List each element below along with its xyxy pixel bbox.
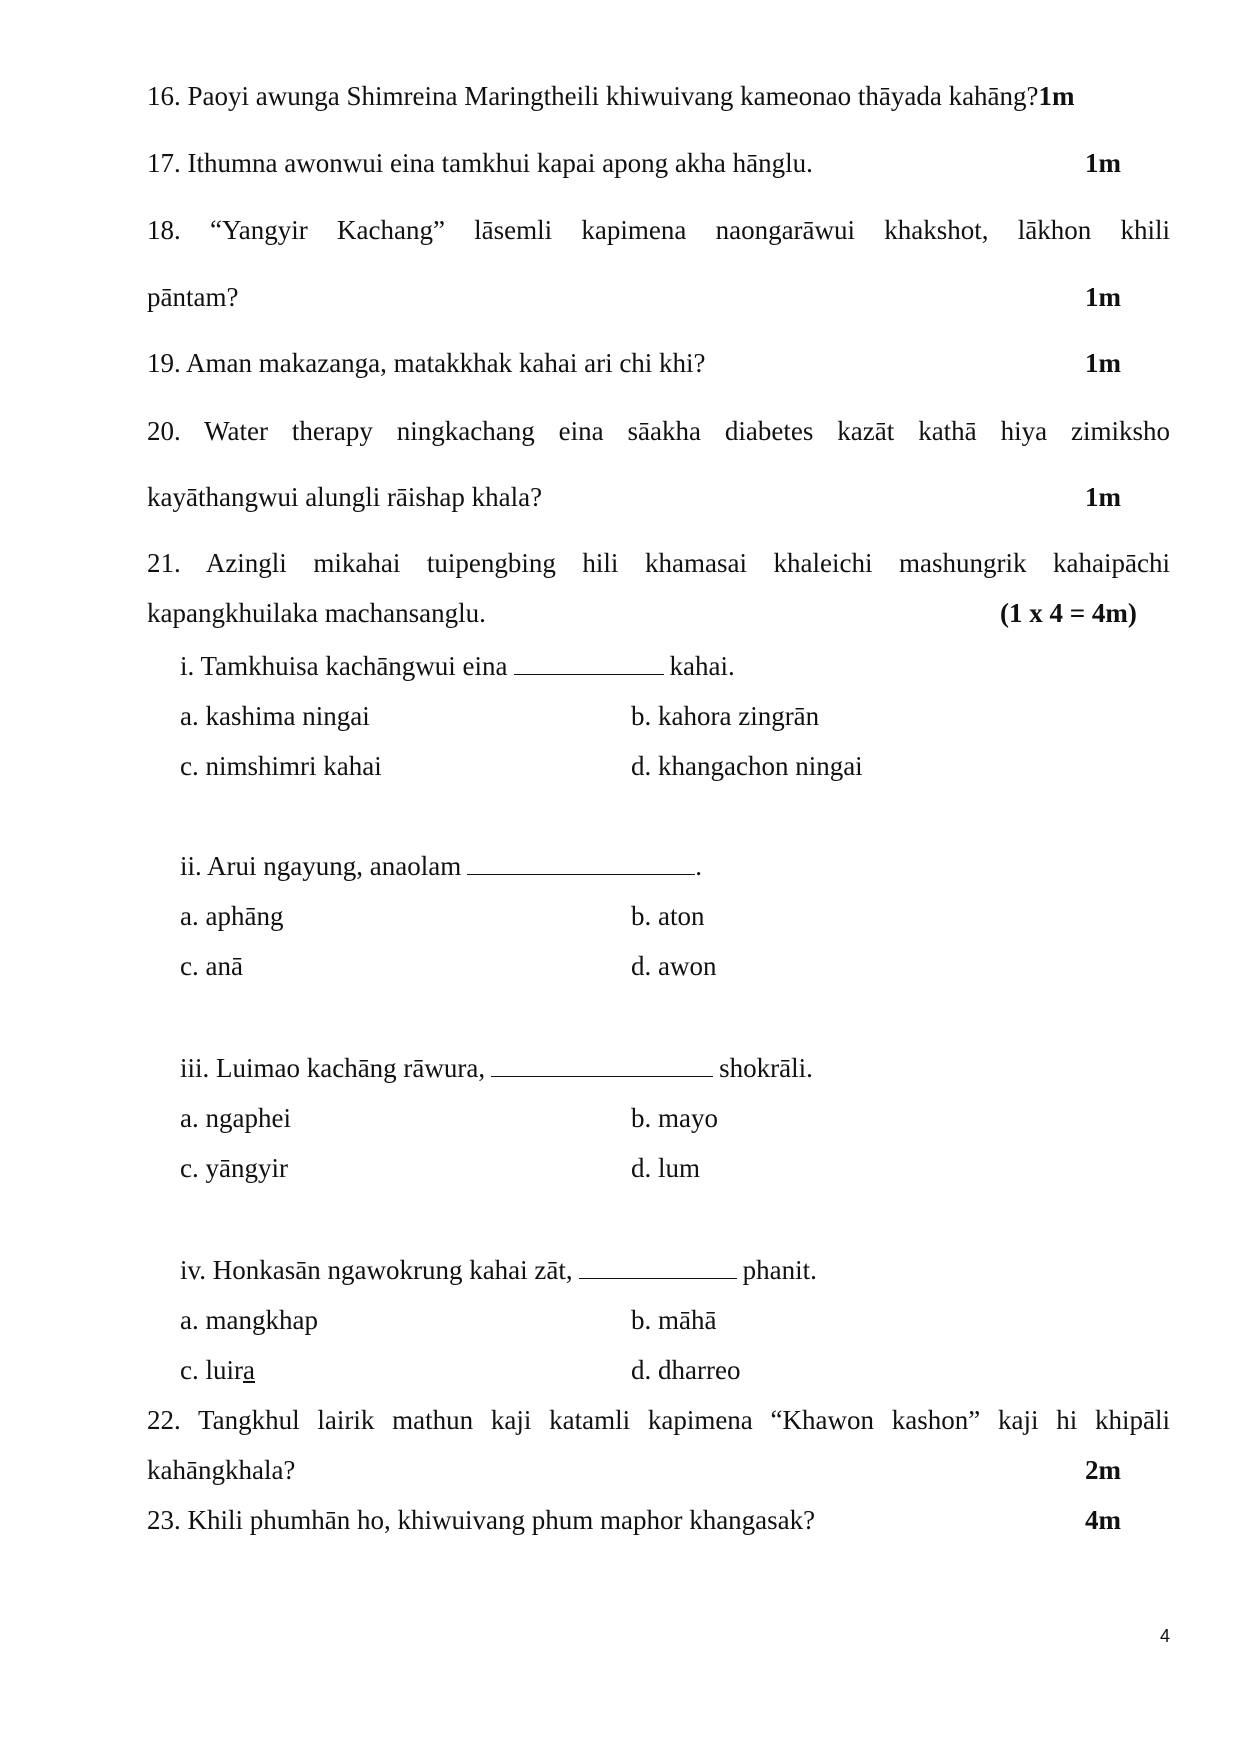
stem-end: phanit. [742, 1255, 817, 1285]
sub-question-i [180, 650, 735, 682]
option-d: d. khangachon ningai [631, 751, 863, 781]
question-18-line2: pāntam? [147, 282, 239, 312]
sub-question-iii [180, 1052, 813, 1084]
answer-blank [579, 1254, 737, 1279]
question-17: 17. Ithumna awonwui eina tamkhui kapai apong akha hānglu. [147, 148, 813, 178]
option-a: a. ngaphei [180, 1103, 291, 1133]
option-a: a. kashima ningai [180, 701, 370, 731]
option-b: b. māhā [631, 1305, 717, 1335]
marks-19: 1m [1085, 348, 1121, 378]
stem-end: shokrāli. [719, 1053, 813, 1083]
marks: 1m [1038, 81, 1075, 111]
question-19: 19. Aman makazanga, matakkhak kahai ari chi khi? [147, 348, 706, 378]
option-c-text: c. luir [180, 1355, 243, 1385]
marks-23: 4m [1085, 1505, 1121, 1535]
stem: iv. Honkasān ngawokrung kahai zāt, [180, 1255, 573, 1285]
option-c: c. yāngyir [180, 1153, 288, 1183]
sub-question-ii [180, 850, 702, 882]
option-b: b. aton [631, 901, 705, 931]
option-b: b. mayo [631, 1103, 718, 1133]
option-d: d. dharreo [631, 1355, 741, 1385]
question-16 [147, 80, 1075, 112]
option-d: d. lum [631, 1153, 701, 1183]
question-21-line1: 21. Azingli mikahai tuipengbing hili khamasai khaleichi mashungrik kahaipāchi [147, 548, 1170, 578]
marks-22: 2m [1085, 1455, 1121, 1485]
option-c: c. anā [180, 951, 243, 981]
option-b: b. kahora zingrān [631, 701, 820, 731]
question-22-line2: kahāngkhala? [147, 1455, 296, 1485]
question-22-line1: 22. Tangkhul lairik mathun kaji katamli kapimena “Khawon kashon” kaji hi khipāli [147, 1405, 1170, 1435]
question-18-line1: 18. “Yangyir Kachang” lāsemli kapimena naongarāwui khakshot, lākhon khili [147, 215, 1170, 245]
option-a: a. mangkhap [180, 1305, 318, 1335]
stem: iii. Luimao kachāng rāwura, [180, 1053, 486, 1083]
marks-17: 1m [1085, 148, 1121, 178]
question-23: 23. Khili phumhān ho, khiwuivang phum maphor khangasak? [147, 1505, 816, 1535]
option-c: c. nimshimri kahai [180, 751, 382, 781]
stem: ii. Arui ngayung, anaolam [180, 851, 462, 881]
answer-blank [514, 650, 664, 675]
question-text: 16. Paoyi awunga Shimreina Maringtheili khiwuivang kameonao thāyada kahāng? [147, 81, 1039, 111]
option-c-underlined: a [242, 1355, 255, 1385]
question-21-line2: kapangkhuilaka machansanglu. [147, 598, 486, 628]
option-d: d. awon [631, 951, 717, 981]
stem-end: . [695, 851, 702, 881]
stem-end: kahai. [669, 651, 735, 681]
option-a: a. aphāng [180, 901, 284, 931]
question-20-line2: kayāthangwui alungli rāishap khala? [147, 482, 543, 512]
stem: i. Tamkhuisa kachāngwui eina [180, 651, 508, 681]
question-20-line1: 20. Water therapy ningkachang eina sāakha diabetes kazāt kathā hiya zimiksho [147, 416, 1170, 446]
sub-question-iv [180, 1254, 817, 1286]
answer-blank [467, 850, 695, 875]
marks-21: (1 x 4 = 4m) [1000, 598, 1137, 628]
marks-20: 1m [1085, 482, 1121, 512]
page-number: 4 [1160, 1626, 1171, 1646]
marks-18: 1m [1085, 282, 1121, 312]
answer-blank [491, 1052, 713, 1077]
option-c [180, 1354, 255, 1386]
